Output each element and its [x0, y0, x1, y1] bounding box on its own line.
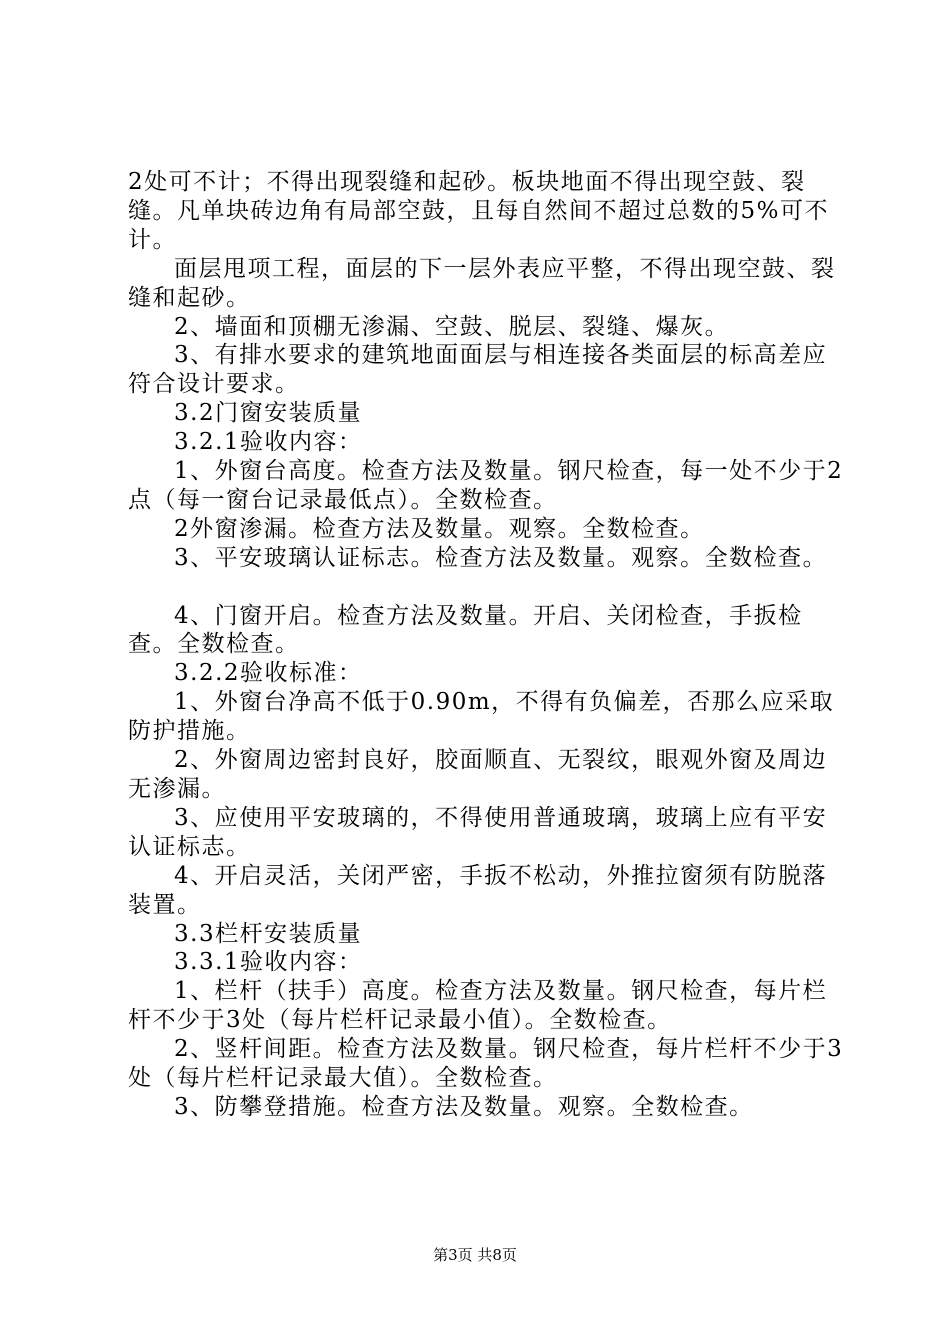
- page-number: 第3页 共8页: [433, 1246, 517, 1264]
- paragraph: 2、墙面和顶棚无渗漏、空鼓、脱层、裂缝、爆灰。: [174, 313, 730, 340]
- paragraph: 3、有排水要求的建筑地面面层与相连接各类面层的标高差应符合设计要求。: [128, 342, 828, 398]
- subsection-heading: 3.2.2验收标准：: [174, 660, 363, 687]
- subsection-heading: 3.3.1验收内容：: [174, 949, 363, 976]
- subsection-heading: 3.2.1验收内容：: [174, 429, 363, 456]
- paragraph: 1、栏杆（扶手）高度。检查方法及数量。钢尺检查，每片栏杆不少于3处（每片栏杆记录最小值）。全数检查。: [128, 978, 828, 1034]
- paragraph: 2外窗渗漏。检查方法及数量。观察。全数检查。: [174, 515, 705, 542]
- document-body: [128, 168, 848, 1122]
- paragraph: 2、竖杆间距。检查方法及数量。钢尺检查，每片栏杆不少于3处（每片栏杆记录最大值）。全数检查。: [128, 1036, 844, 1092]
- paragraph: 4、开启灵活，关闭严密，手扳不松动，外推拉窗须有防脱落装置。: [128, 862, 828, 918]
- section-heading: 3.2门窗安装质量: [174, 400, 363, 427]
- paragraph: 1、外窗台净高不低于0.90m，不得有负偏差，否那么应采取防护措施。: [128, 689, 835, 745]
- blank-line: [128, 573, 848, 602]
- section-heading: 3.3栏杆安装质量: [174, 920, 363, 947]
- paragraph: 4、门窗开启。检查方法及数量。开启、关闭检查，手扳检查。全数检查。: [128, 602, 803, 658]
- paragraph: 3、应使用平安玻璃的，不得使用普通玻璃，玻璃上应有平安认证标志。: [128, 804, 828, 860]
- paragraph: 面层甩项工程，面层的下一层外表应平整，不得出现空鼓、裂缝和起砂。: [128, 255, 836, 311]
- paragraph: 3、防攀登措施。检查方法及数量。观察。全数检查。: [174, 1093, 754, 1120]
- paragraph: 1、外窗台高度。检查方法及数量。钢尺检查，每一处不少于2点（每一窗台记录最低点）。全数检查。: [128, 458, 844, 513]
- paragraph: 3、平安玻璃认证标志。检查方法及数量。观察。全数检查。: [174, 544, 828, 571]
- paragraph: 2处可不计；不得出现裂缝和起砂。板块地面不得出现空鼓、裂缝。凡单块砖边角有局部空鼓，且每自然间不超过总数的5%可不计。: [128, 169, 829, 253]
- page-footer: [0, 1245, 950, 1265]
- paragraph: 2、外窗周边密封良好，胶面顺直、无裂纹，眼观外窗及周边无渗漏。: [128, 747, 828, 803]
